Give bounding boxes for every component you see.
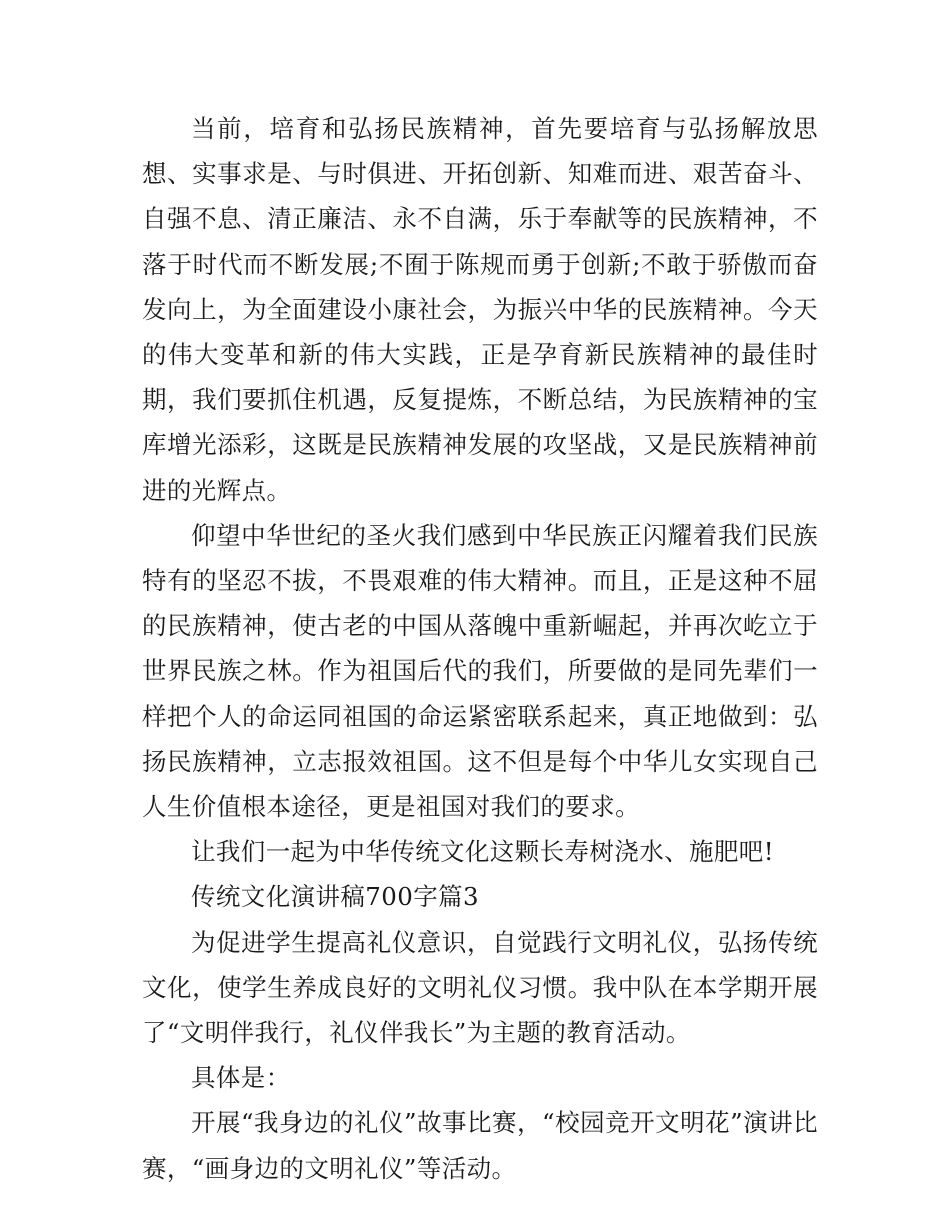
section-heading: 传统文化演讲稿700字篇3: [191, 882, 480, 912]
paragraph-chinese-century: 仰望中华世纪的圣火我们感到中华民族正闪耀着我们民族特有的坚忍不拔，不畏艰难的伟大精神。而且，正是这种不屈的民族精神，使古老的中国从落魄中重新崛起，并再次屹立于世界民族之林。作为祖国后代的我们，所要做的是同先辈们一样把个人的命运同祖国的命运紧密联系起来，真正地做到：弘扬民族精神，立志报效祖国。这不但是每个中华儿女实现自己人生价值根本途径，更是祖国对我们的要求。: [142, 520, 818, 822]
paragraph-call-to-action: 让我们一起为中华传统文化这颗长寿树浇水、施肥吧!: [191, 837, 774, 867]
paragraph-details-label: 具体是：: [191, 1063, 291, 1093]
paragraph-etiquette-intro: 为促进学生提高礼仪意识，自觉践行文明礼仪，弘扬传统文化，使学生养成良好的文明礼仪习惯。我中队在本学期开展了“文明伴我行，礼仪伴我长”为主题的教育活动。: [142, 927, 818, 1048]
paragraph-national-spirit: 当前，培育和弘扬民族精神，首先要培育与弘扬解放思想、实事求是、与时俱进、开拓创新、知难而进、艰苦奋斗、自强不息、清正廉洁、永不自满，乐于奉献等的民族精神，不落于时代而不断发展;不囿于陈规而勇于创新;不敢于骄傲而奋发向上，为全面建设小康社会，为振兴中华的民族精神。今天的伟大变革和新的伟大实践，正是孕育新民族精神的最佳时期，我们要抓住机遇，反复提炼，不断总结，为民族精神的宝库增光添彩，这既是民族精神发展的攻坚战，又是民族精神前进的光辉点。: [142, 114, 818, 505]
document-body: [142, 106, 818, 1191]
paragraph-activities: 开展“我身边的礼仪”故事比赛，“校园竞开文明花”演讲比赛，“画身边的文明礼仪”等活动。: [142, 1108, 818, 1183]
